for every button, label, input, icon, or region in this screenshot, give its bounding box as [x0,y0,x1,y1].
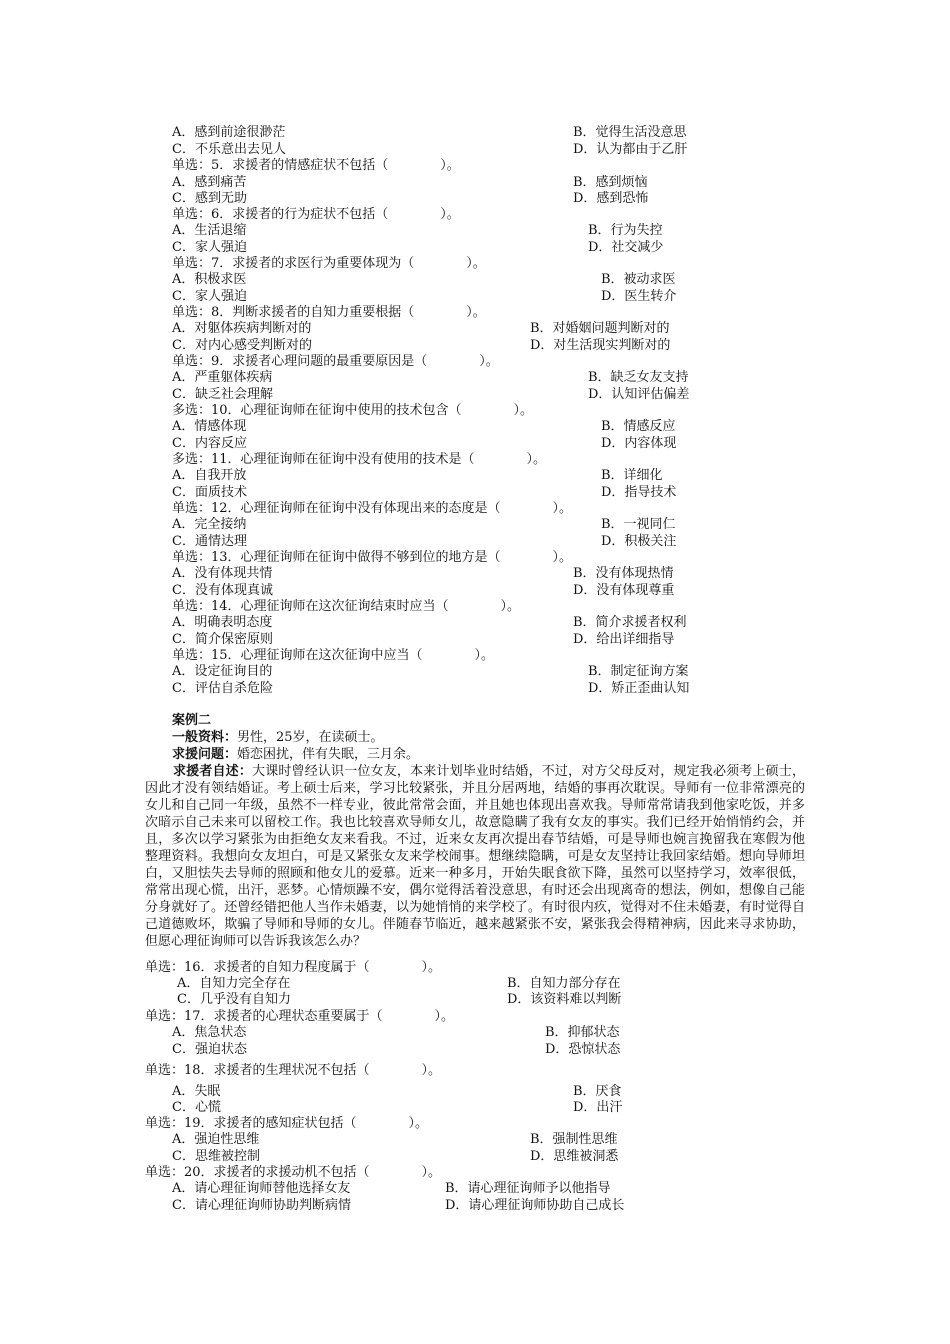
option-c: C．对内心感受判断对的 [172,338,312,353]
option-a: A．焦急状态 [172,1025,247,1040]
option-b: B．情感反应 [601,419,676,434]
option-b: B．详细化 [601,468,663,483]
self-statement-text: 大课时曾经认识一位女友，本来计划毕业时结婚，不过，对方父母反对，规定我必须考上硕士，因此才没有领结婚证。考上硕士后来，学习比较紧张，并且分居两地，结婚的事再次耽误。导师有一位非常漂亮的女儿和自己同一年级，虽然不一样专业，彼此常常会面，并且她也体现出喜欢我。导师常常请我到他家吃饭，并多次暗示自己未来可以留校工作。我也比较喜欢导师女儿，故意隐瞒了我有女友的事实。我们已经开始悄悄约会，并且，多次以学习紧张为由拒绝女友来看我。不过，近来女友再次提出春节结婚，可是导师也婉言挽留我在寒假为他整理资料。我想向女友坦白，可是又紧张女友来学校闹事。想继续隐瞒，可是女友坚持让我回家结婚。想向导师坦白，又胆怯失去导师的照顾和他女儿的爱慕。近来一种多月，开始失眠食欲下降，虽然可以坚持学习，效率很低，常常出现心慌，出汗，恶梦。心情烦躁不安，偶尔觉得活着没意思，有时还会出现离奇的想法，例如，想像自己能分身就好了。还曾经错把他人当作未婚妻，以为她悄悄的来学校了。有时很内疚，觉得对不住未婚妻，有时觉得自己道德败坏，欺骗了导师和导师的女儿。伴随春节临近，越来越紧张不安，紧张我会得精神病，因此来寻求协助，但愿心理征询师可以告诉我该怎么办？ [145,764,805,949]
question-17: 单选：17．求援者的心理状态重要属于（ ）。 [145,1009,455,1024]
option-a: A．强迫性思维 [172,1132,260,1147]
option-d: D．没有体现尊重 [573,583,675,598]
option-a: A．自知力完全存在 [177,976,291,991]
general-info [172,729,384,746]
question-11: 多选：11．心理征询师在征询中没有使用的技术是（ ）。 [172,452,547,467]
option-d: D．思维被洞悉 [530,1149,619,1164]
option-a: A．完全接纳 [172,517,247,532]
option-b: B．自知力部分存在 [507,976,621,991]
option-b: B．被动求医 [601,272,676,287]
self-statement-label: 求援者自述： [173,764,253,779]
option-c: C．感到无助 [172,191,247,206]
option-c: C．评估自杀危险 [172,681,273,696]
option-b: B．抑郁状态 [545,1025,620,1040]
option-b: B．简介求援者权利 [573,615,687,630]
option-c: C．通情达理 [172,534,247,549]
option-d: D．恐惊状态 [545,1042,621,1057]
option-c: C．心慌 [172,1100,221,1115]
option-d: D．社交减少 [588,240,664,255]
problem-label: 求援问题： [172,747,238,762]
problem-info [172,746,419,763]
general-info-label: 一般资料： [172,730,238,745]
option-c: C．家人强迫 [172,240,247,255]
option-a: A．设定征询目的 [172,664,273,679]
option-d: D．矫正歪曲认知 [588,681,690,696]
option-c: C．简介保密原则 [172,632,273,647]
option-d: D．对生活现实判断对的 [530,338,671,353]
option-c: C．强迫状态 [172,1042,247,1057]
question-14: 单选：14．心理征询师在这次征询结束时应当（ ）。 [172,599,521,614]
option-d: D．积极关注 [601,534,677,549]
option-a: A．感到前途很渺茫 [172,125,286,140]
option-d: D．给出详细指导 [573,632,675,647]
self-statement [145,763,805,950]
option-b: B．对婚姻问题判断对的 [530,321,670,336]
question-9: 单选：9．求援者心理问题的最重要原因是（ ）。 [172,354,499,369]
question-6: 单选：6．求援者的行为症状不包括（ ）。 [172,207,460,222]
question-7: 单选：7．求援者的求医行为重要体现为（ ）。 [172,256,486,271]
option-b: B．没有体现热情 [573,566,674,581]
option-d: D．认知评估偏差 [588,387,690,402]
option-c: C．面质技术 [172,485,247,500]
option-d: D．感到恐怖 [573,191,649,206]
option-c: C．缺乏社会理解 [172,387,273,402]
case-title: 案例二 [172,713,212,728]
option-c: C．几乎没有自知力 [177,992,291,1007]
option-d: D．内容体现 [601,436,677,451]
option-a: A．感到痛苦 [172,175,247,190]
question-5: 单选：5．求援者的情感症状不包括（ ）。 [172,158,460,173]
option-d: D．认为都由于乙肝 [573,142,688,157]
option-b: B．缺乏女友支持 [588,370,689,385]
option-a: A．自我开放 [172,468,247,483]
option-a: A．失眠 [172,1084,221,1099]
option-c: C．不乐意出去见人 [172,142,286,157]
option-c: C．家人强迫 [172,289,247,304]
option-b: B．觉得生活没意思 [573,125,687,140]
option-a: A．积极求医 [172,272,247,287]
option-d: D．指导技术 [601,485,677,500]
question-15: 单选：15．心理征询师在这次征询中应当（ ）。 [172,648,495,663]
question-19: 单选：19．求援者的感知症状包括（ ）。 [145,1116,429,1131]
question-8: 单选：8．判断求援者的自知力重要根据（ ）。 [172,305,486,320]
option-b: B．强制性思维 [530,1132,618,1147]
problem-text: 婚恋困扰，伴有失眠，三月余。 [237,747,420,762]
question-13: 单选：13．心理征询师在征询中做得不够到位的地方是（ ）。 [172,550,573,565]
question-12: 单选：12．心理征询师在征询中没有体现出来的态度是（ ）。 [172,501,573,516]
question-16: 单选：16．求援者的自知力程度属于（ ）。 [145,960,442,975]
option-b: B．请心理征询师予以他指导 [445,1181,611,1196]
question-18: 单选：18．求援者的生理状况不包括（ ）。 [145,1063,442,1078]
option-b: B．感到烦恼 [573,175,648,190]
question-10: 多选：10．心理征询师在征询中使用的技术包含（ ）。 [172,403,534,418]
option-b: B．一视同仁 [601,517,676,532]
option-d: D．请心理征询师协助自己成长 [445,1198,625,1213]
option-a: A．情感体现 [172,419,247,434]
question-20: 单选：20．求援者的求援动机不包括（ ）。 [145,1165,442,1180]
option-d: D．出汗 [573,1100,623,1115]
option-b: B．制定征询方案 [588,664,689,679]
option-a: A．对躯体疾病判断对的 [172,321,312,336]
option-b: B．行为失控 [588,223,663,238]
option-c: C．请心理征询师协助判断病情 [172,1198,351,1213]
option-c: C．没有体现真诚 [172,583,273,598]
option-b: B．厌食 [573,1084,622,1099]
option-a: A．生活退缩 [172,223,247,238]
option-a: A．没有体现共情 [172,566,273,581]
general-info-text: 男性，25岁，在读硕士。 [237,730,384,745]
option-a: A．严重躯体疾病 [172,370,273,385]
option-c: C．思维被控制 [172,1149,260,1164]
option-a: A．请心理征询师替他选择女友 [172,1181,351,1196]
option-c: C．内容反应 [172,436,247,451]
option-a: A．明确表明态度 [172,615,273,630]
option-d: D．该资料难以判断 [507,992,622,1007]
option-d: D．医生转介 [601,289,677,304]
